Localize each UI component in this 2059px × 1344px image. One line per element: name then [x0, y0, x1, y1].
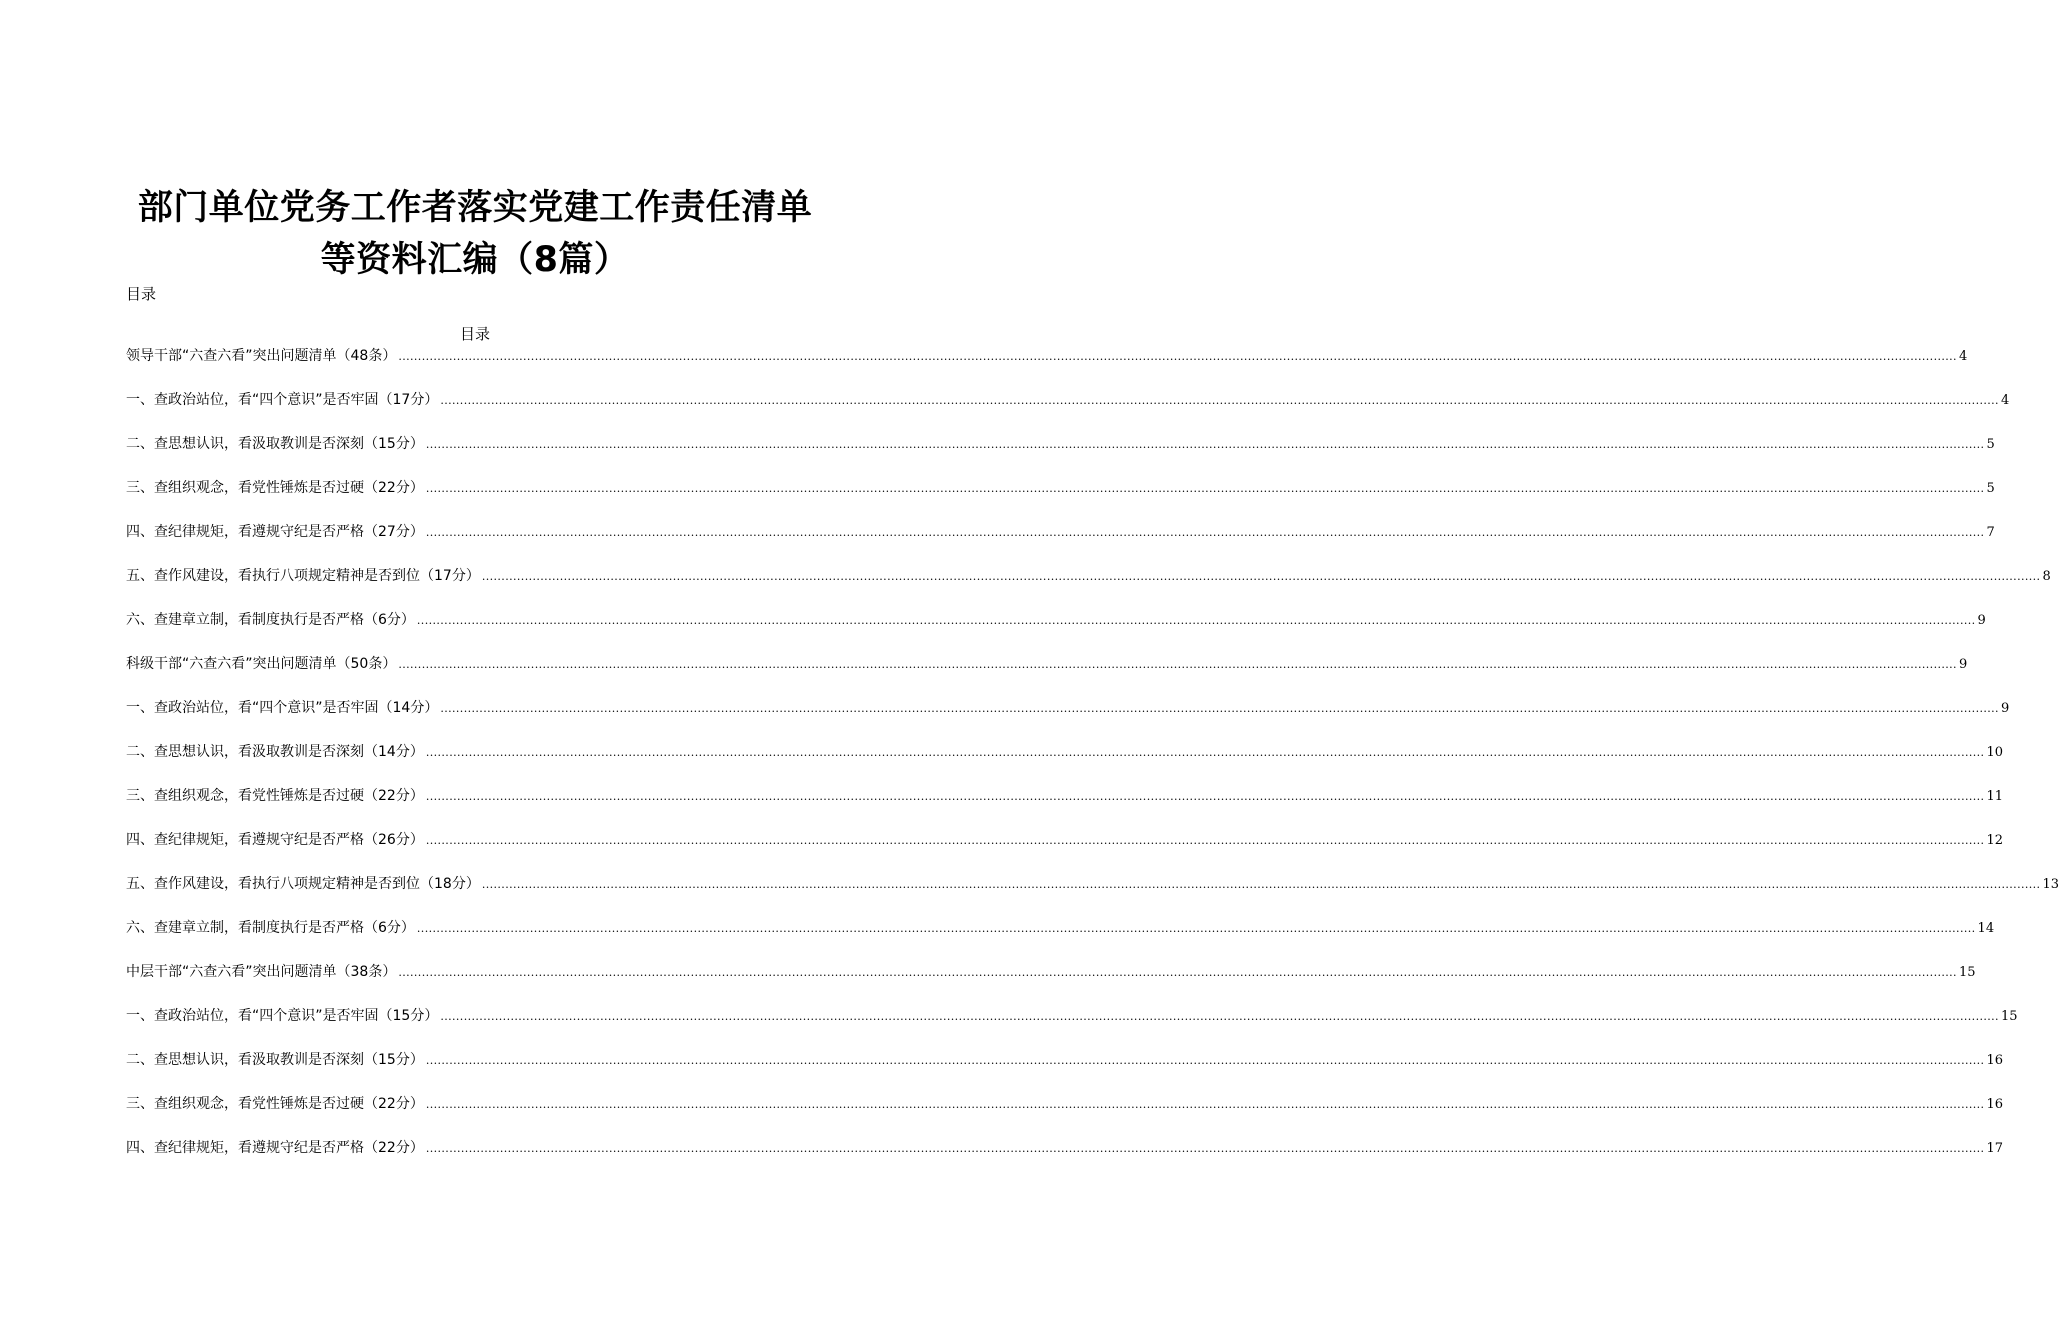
- toc-page-number: 8: [2042, 569, 2051, 584]
- toc-dot-leader: ................................................................................................................................................................................................................................................................................................................................................................................................................: [425, 1098, 1985, 1111]
- toc-entry-title: 六、查建章立制，看制度执行是否严格（6分）: [126, 612, 415, 628]
- toc-dot-leader: ................................................................................................................................................................................................................................................................................................................................................................................................................: [425, 482, 1985, 495]
- toc-page-number: 14: [1977, 921, 1995, 936]
- toc-dot-leader: ................................................................................................................................................................................................................................................................................................................................................................................................................: [481, 878, 2041, 891]
- toc-entry-title: 五、查作风建设，看执行八项规定精神是否到位（17分）: [126, 568, 480, 584]
- toc-entry[interactable]: [126, 873, 2059, 917]
- toc-entry-title: 领导干部“六查六看”突出问题清单（48条）: [126, 348, 397, 364]
- toc-dot-leader: ................................................................................................................................................................................................................................................................................................................................................................................................................: [481, 570, 2041, 583]
- toc-page-number: 15: [2000, 1009, 2018, 1024]
- toc-entry-title: 五、查作风建设，看执行八项规定精神是否到位（18分）: [126, 876, 480, 892]
- toc-entry-title: 二、查思想认识，看汲取教训是否深刻（14分）: [126, 744, 424, 760]
- toc-page-number: 5: [1986, 437, 1995, 452]
- toc-dot-leader: ................................................................................................................................................................................................................................................................................................................................................................................................................: [416, 922, 1976, 935]
- toc-entry-title: 三、查组织观念，看党性锤炼是否过硬（22分）: [126, 788, 424, 804]
- toc-dot-leader: ................................................................................................................................................................................................................................................................................................................................................................................................................: [440, 394, 1999, 407]
- toc-page-number: 9: [1958, 657, 1968, 672]
- toc-entry[interactable]: [126, 521, 1995, 565]
- toc-page-number: 17: [1986, 1141, 2004, 1156]
- toc-entry-title: 六、查建章立制，看制度执行是否严格（6分）: [126, 920, 415, 936]
- toc-page-number: 16: [1986, 1097, 2004, 1112]
- toc-dot-leader: ................................................................................................................................................................................................................................................................................................................................................................................................................: [425, 526, 1985, 539]
- toc-entry[interactable]: [126, 1093, 2004, 1137]
- toc-dot-leader: ................................................................................................................................................................................................................................................................................................................................................................................................................: [425, 1054, 1985, 1067]
- toc-entry[interactable]: [126, 477, 1995, 521]
- toc-entry[interactable]: [126, 1005, 2018, 1049]
- toc-dot-leader: ................................................................................................................................................................................................................................................................................................................................................................................................................: [440, 702, 1999, 715]
- toc-entry-title: 中层干部“六查六看”突出问题清单（38条）: [126, 964, 397, 980]
- document-title: [0, 182, 950, 286]
- toc-entry[interactable]: [126, 433, 1995, 477]
- toc-entry[interactable]: [126, 741, 2004, 785]
- toc-dot-leader: ................................................................................................................................................................................................................................................................................................................................................................................................................: [398, 658, 1957, 671]
- toc-page-number: 9: [1977, 613, 1986, 628]
- toc-entry-title: 四、查纪律规矩，看遵规守纪是否严格（27分）: [126, 524, 424, 540]
- toc-dot-leader: ................................................................................................................................................................................................................................................................................................................................................................................................................: [398, 966, 1957, 979]
- toc-dot-leader: ................................................................................................................................................................................................................................................................................................................................................................................................................: [398, 350, 1957, 363]
- toc-dot-leader: ................................................................................................................................................................................................................................................................................................................................................................................................................: [425, 834, 1985, 847]
- toc-page-number: 12: [1986, 833, 2004, 848]
- toc-dot-leader: ................................................................................................................................................................................................................................................................................................................................................................................................................: [440, 1010, 1999, 1023]
- table-of-contents: [126, 345, 2059, 1181]
- toc-entry-title: 二、查思想认识，看汲取教训是否深刻（15分）: [126, 436, 424, 452]
- toc-entry[interactable]: [126, 829, 2004, 873]
- toc-page-number: 4: [1958, 349, 1968, 364]
- toc-entry[interactable]: [126, 961, 1976, 1005]
- toc-dot-leader: ................................................................................................................................................................................................................................................................................................................................................................................................................: [425, 790, 1985, 803]
- toc-entry-title: 三、查组织观念，看党性锤炼是否过硬（22分）: [126, 1096, 424, 1112]
- toc-entry[interactable]: [126, 917, 1995, 961]
- toc-heading: 目录: [459, 325, 490, 343]
- toc-page-number: 7: [1986, 525, 1995, 540]
- toc-page-number: 15: [1958, 965, 1976, 980]
- title-line-2: 等资料汇编（8篇）: [320, 240, 630, 280]
- toc-entry[interactable]: [126, 609, 1986, 653]
- contents-label: 目录: [126, 285, 157, 303]
- toc-entry-title: 四、查纪律规矩，看遵规守纪是否严格（22分）: [126, 1140, 424, 1156]
- toc-entry[interactable]: [126, 653, 1968, 697]
- toc-entry-title: 三、查组织观念，看党性锤炼是否过硬（22分）: [126, 480, 424, 496]
- toc-entry[interactable]: [126, 565, 2051, 609]
- toc-entry-title: 一、查政治站位，看“四个意识”是否牢固（17分）: [126, 392, 439, 408]
- toc-page-number: 13: [2042, 877, 2059, 892]
- toc-entry-title: 一、查政治站位，看“四个意识”是否牢固（14分）: [126, 700, 439, 716]
- toc-entry[interactable]: [126, 1137, 2004, 1181]
- title-line-1: 部门单位党务工作者落实党建工作责任清单: [137, 188, 813, 228]
- toc-entry[interactable]: [126, 345, 1968, 389]
- toc-page-number: 10: [1986, 745, 2004, 760]
- toc-entry-title: 一、查政治站位，看“四个意识”是否牢固（15分）: [126, 1008, 439, 1024]
- toc-dot-leader: ................................................................................................................................................................................................................................................................................................................................................................................................................: [425, 438, 1985, 451]
- toc-dot-leader: ................................................................................................................................................................................................................................................................................................................................................................................................................: [416, 614, 1976, 627]
- toc-entry[interactable]: [126, 1049, 2004, 1093]
- toc-page-number: 16: [1986, 1053, 2004, 1068]
- toc-page-number: 9: [2000, 701, 2010, 716]
- toc-page-number: 11: [1986, 789, 2004, 804]
- toc-dot-leader: ................................................................................................................................................................................................................................................................................................................................................................................................................: [425, 746, 1985, 759]
- toc-entry-title: 二、查思想认识，看汲取教训是否深刻（15分）: [126, 1052, 424, 1068]
- toc-page-number: 5: [1986, 481, 1995, 496]
- toc-entry[interactable]: [126, 697, 2010, 741]
- toc-entry[interactable]: [126, 389, 2010, 433]
- toc-page-number: 4: [2000, 393, 2010, 408]
- toc-entry[interactable]: [126, 785, 2004, 829]
- toc-entry-title: 四、查纪律规矩，看遵规守纪是否严格（26分）: [126, 832, 424, 848]
- toc-entry-title: 科级干部“六查六看”突出问题清单（50条）: [126, 656, 397, 672]
- toc-dot-leader: ................................................................................................................................................................................................................................................................................................................................................................................................................: [425, 1142, 1985, 1155]
